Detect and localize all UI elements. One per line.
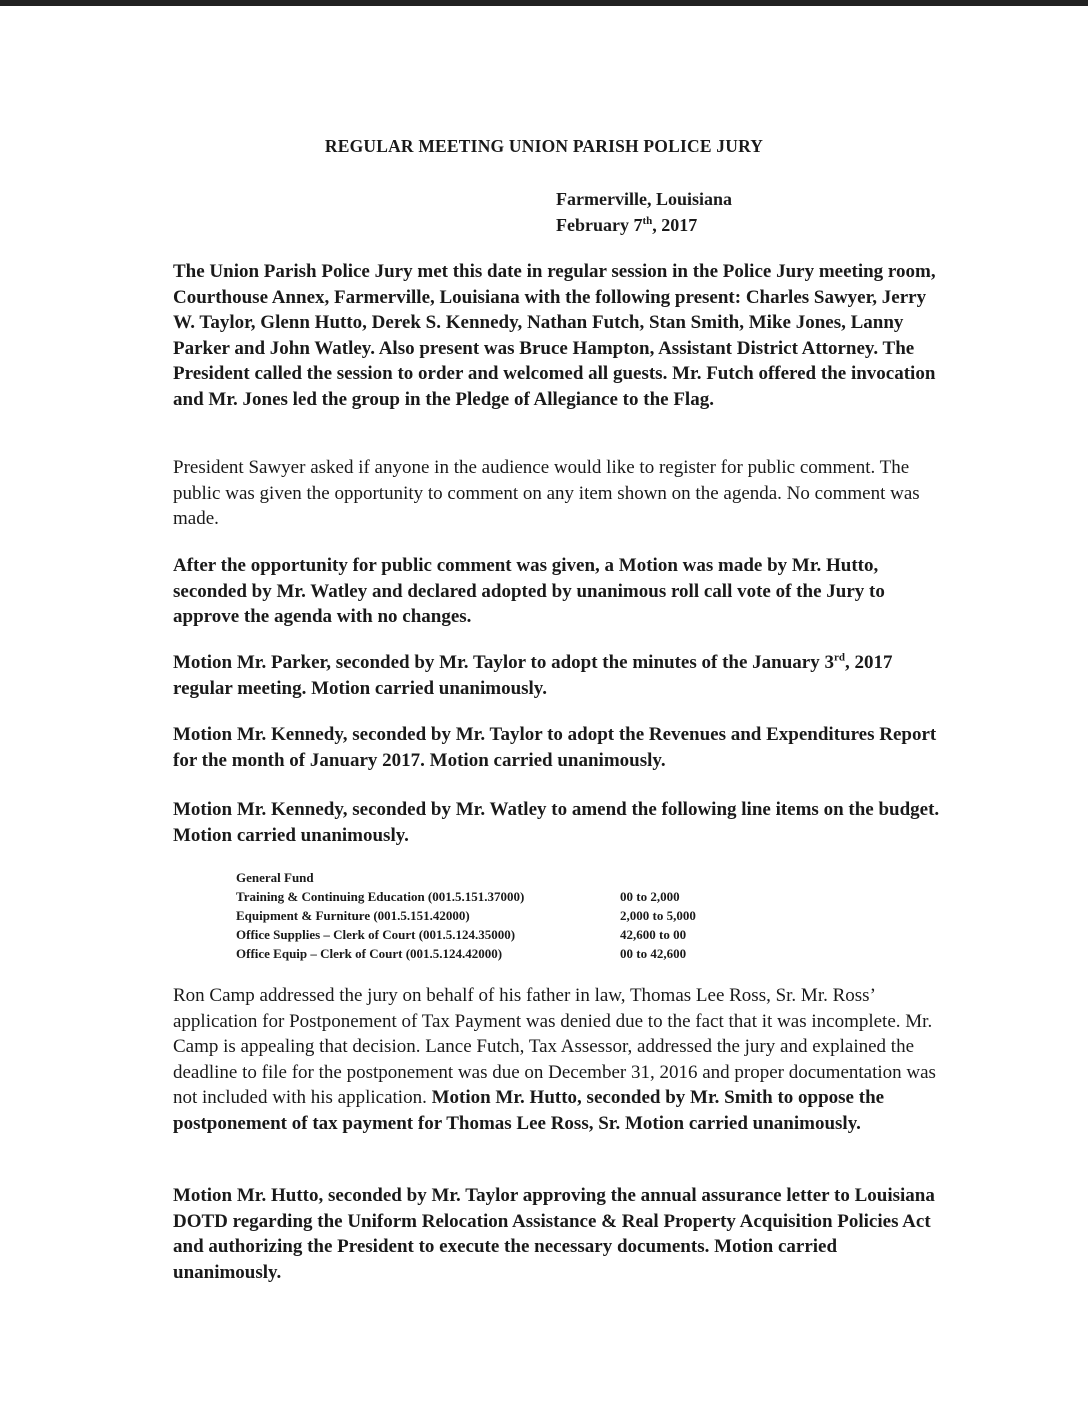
- line-change: 00 to 2,000: [620, 889, 680, 904]
- agenda-motion-paragraph: After the opportunity for public comment was given, a Motion was made by Mr. Hutto, seconded by Mr. Watley and declared adopted by unanimous roll call vote of the Jury to approve the agenda with no changes.: [173, 555, 885, 627]
- revenues-motion-paragraph: Motion Mr. Kennedy, seconded by Mr. Taylor to adopt the Revenues and Expenditures Report for the month of January 2017. Motion carried unanimously.: [173, 724, 937, 771]
- table-row: [236, 906, 730, 925]
- table-heading-row: [236, 868, 730, 887]
- fund-heading: General Fund: [236, 870, 314, 885]
- line-item: Office Supplies – Clerk of Court (001.5.124.35000): [236, 927, 516, 942]
- meeting-date: February 7th, 2017: [556, 215, 698, 235]
- scan-edge: [0, 0, 1088, 6]
- line-item: Office Equip – Clerk of Court (001.5.124.42000): [236, 946, 503, 961]
- line-item: Training & Continuing Education (001.5.151.37000): [236, 889, 525, 904]
- table-row: [236, 887, 730, 906]
- line-change: 2,000 to 5,000: [620, 908, 696, 923]
- budget-motion-paragraph: Motion Mr. Kennedy, seconded by Mr. Watley to amend the following line items on the budget. Motion carried unanimously.: [173, 799, 940, 846]
- line-change: 00 to 42,600: [620, 946, 687, 961]
- ross-appeal-paragraph: Ron Camp addressed the jury on behalf of his father in law, Thomas Lee Ross, Sr. Mr. Ross’ application for Postponement of Tax Payment was denied due to the fact that it was incomplete. Mr. Camp is appealing that decision. Lance Futch, Tax Assessor, addressed the jury and explained the deadline to file for the postponement was due on December 31, 2016 and proper documentation was not included with his application. Motion Mr. Hutto, seconded by Mr. Smith to oppose the postponement of tax payment for Thomas Lee Ross, Sr. Motion carried unanimously.: [173, 985, 936, 1134]
- budget-line-items-table: [236, 868, 730, 963]
- line-change: 42,600 to 00: [620, 927, 687, 942]
- attendance-paragraph: The Union Parish Police Jury met this date in regular session in the Police Jury meeting room, Courthouse Annex, Farmerville, Louisiana with the following present: Charles Sawyer, Jerry W. Taylor, Glenn Hutto, Derek S. Kennedy, Nathan Futch, Stan Smith, Mike Jones, Lanny Parker and John Watley. Also present was Bruce Hampton, Assistant District Attorney. The President called the session to order and welcomed all guests. Mr. Futch offered the invocation and Mr. Jones led the group in the Pledge of Allegiance to the Flag.: [173, 261, 936, 410]
- page-title: REGULAR MEETING UNION PARISH POLICE JURY: [324, 136, 764, 156]
- location-date-block: [556, 186, 732, 238]
- meeting-location: Farmerville, Louisiana: [556, 189, 732, 209]
- minutes-motion-paragraph: Motion Mr. Parker, seconded by Mr. Taylor to adopt the minutes of the January 3rd, 2017 regular meeting. Motion carried unanimously.: [173, 651, 893, 699]
- table-row: [236, 925, 730, 944]
- public-comment-paragraph: President Sawyer asked if anyone in the audience would like to register for public comment. The public was given the opportunity to comment on any item shown on the agenda. No comment was made.: [173, 457, 920, 529]
- line-item: Equipment & Furniture (001.5.151.42000): [236, 908, 470, 923]
- dotd-motion-paragraph: Motion Mr. Hutto, seconded by Mr. Taylor approving the annual assurance letter to Louisiana DOTD regarding the Uniform Relocation Assistance & Real Property Acquisition Policies Act and authorizing the President to execute the necessary documents. Motion carried unanimously.: [173, 1185, 935, 1283]
- table-row: [236, 944, 730, 963]
